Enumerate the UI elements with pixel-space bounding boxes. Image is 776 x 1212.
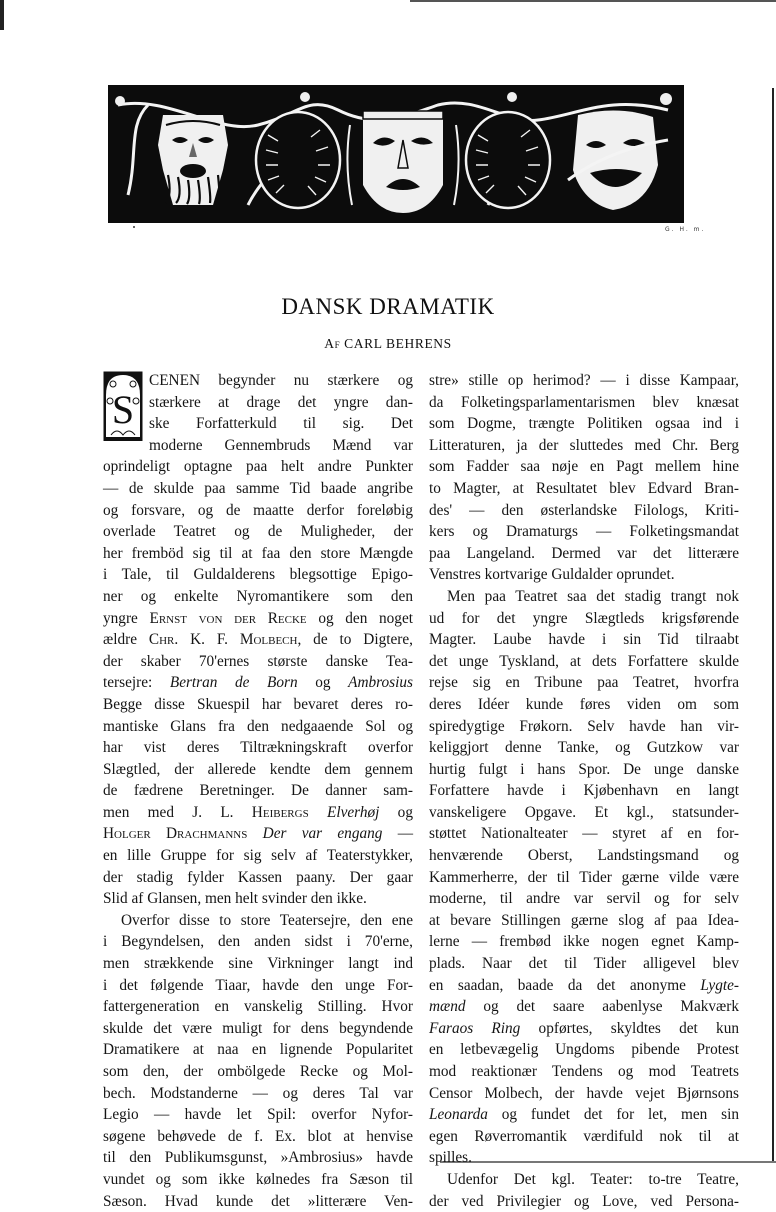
text-line: i Tale, til Guldalderens blegsottige Epigo- [103, 566, 413, 584]
text-line: plads. Naar det til Tider alligevel blev [429, 955, 739, 973]
text-line: oprindeligt optagne paa helt andre Punkter [103, 458, 413, 476]
text-line: paa Langeland. Dermed var det litterære [429, 544, 739, 562]
italic-title: Lygte- [700, 976, 739, 994]
text-run: tersejre: [103, 674, 170, 692]
text-run: — [382, 825, 414, 843]
text-line: bech. Modstanderne — og deres Tal var [103, 1084, 413, 1102]
text-column-right [429, 370, 739, 1212]
text-line: kers og Dramaturgs — Folketingsmandat [429, 523, 739, 541]
drop-cap-letter: S [111, 387, 135, 432]
text-line: og forsvare, og de maatte derfor foreløbig [103, 501, 413, 519]
scan-edge-top [410, 0, 776, 2]
text-line: de fædrene Beretninger. De danner sam- [103, 782, 413, 800]
small-caps-name: Chr. K. F. Molbech [148, 631, 298, 649]
text-line [103, 608, 413, 630]
text-line: spiredygtige Frøkorn. Selv havde han vir- [429, 717, 739, 735]
text-line [103, 672, 413, 694]
printer-mark [133, 226, 135, 228]
italic-title: Faraos Ring [429, 1019, 521, 1037]
text-line: her fremböd sig til at faa den store Mængde [103, 544, 413, 562]
text-line [429, 1104, 739, 1126]
text-line: Begge disse Skuespil har bevaret deres ro- [103, 695, 413, 713]
text-line [103, 629, 413, 651]
text-line: vanskeligere Opgave. Et kgl., statsunder- [429, 803, 739, 821]
text-line: Forfattere havde i Kjøbenhavn en langt [429, 782, 739, 800]
text-run: , de to Digtere, [297, 631, 414, 649]
scan-edge-left [0, 0, 4, 30]
text-line: i Begyndelsen, den anden sidst i 70'erne, [103, 933, 413, 951]
text-line: skulde det være muligt for dens begyndende [103, 1019, 413, 1037]
text-line: des' — den østerlandske Filologs, Kriti- [429, 501, 739, 519]
text-line: der skaber 70'ernes største danske Tea- [103, 652, 413, 670]
text-line: hurtig fulgt i hans Spor. De unge danske [429, 760, 739, 778]
text-line: CENEN begynder nu stærkere og [149, 372, 413, 389]
byline-prefix: Af [324, 336, 341, 351]
text-line: til den Publikumsgunst, »Ambrosius» havde [103, 1149, 413, 1167]
text-line: at bevare Stillingen gærne slog af paa Idea- [429, 911, 739, 929]
text-line: Udenfor Det kgl. Teater: to-tre Teatre, [447, 1170, 739, 1188]
text-run: opførtes, skyldtes det kun [520, 1019, 739, 1037]
text-line: men strækkende sine Virkninger langt ind [103, 955, 413, 973]
italic-title: Bertran de Born [169, 674, 298, 692]
text-line: som Fadder saa nøje en Pagt mellem hine [429, 458, 739, 476]
text-line: Litteraturen, ja der sluttedes med Chr. Berg [429, 436, 739, 454]
text-line: søgene behøvede de f. Ex. blot at henvise [103, 1127, 413, 1145]
text-line: ud for det yngre Slægtleds krigsførende [429, 609, 739, 627]
text-line: i det følgende Tiaar, havde den unge For- [103, 976, 413, 994]
text-run [247, 825, 262, 842]
text-line: stre» stille op herimod? — i disse Kampaar, [429, 372, 739, 389]
text-line: mantiske Glans fra den nedgaaende Sol og [103, 717, 413, 735]
italic-title: Der var engang [262, 825, 383, 843]
text-line: Men paa Teatret saa det stadig trangt nok [447, 587, 739, 605]
text-column-left [103, 370, 413, 1212]
text-line: en lille Gruppe for sig selv af Teaterstykker, [103, 847, 413, 865]
small-caps-name: Ernst von der Recke [149, 609, 307, 627]
byline-author: CARL BEHRENS [344, 336, 452, 351]
italic-title: Elverhøj [326, 803, 380, 821]
text-line: har vist deres Tiltrækningskraft overfor [103, 739, 413, 757]
text-line: Venstres kortvarige Guldalder oprundet. [429, 566, 675, 584]
text-run: og det saare aabenlyse Makværk [465, 998, 739, 1016]
text-line: Magter. Laube havde i sin Tid tilraabt [429, 631, 739, 649]
text-line: — de skulde paa samme Tid baade angribe [103, 479, 413, 497]
text-run: og [297, 674, 349, 692]
text-run [309, 804, 327, 821]
text-line: Slægtled, der allerede kendte dem gennem [103, 760, 413, 778]
text-run: og [379, 803, 413, 821]
italic-title: Leonarda [429, 1106, 488, 1124]
text-line: en letbevægelig Ungdoms pibende Protest [429, 1041, 739, 1059]
text-run: ældre [103, 631, 149, 649]
text-line: fattergeneration en vanskelig Stilling. Hvor [103, 998, 413, 1016]
text-line: ske Forfatterkuld til sig. Det [149, 415, 413, 433]
text-line: deres Idéer kunde føres viden om som [429, 695, 739, 713]
text-line: ner og enkelte Nyromantikere som den [103, 587, 413, 605]
small-caps-name: J. L. Heibergs [192, 803, 309, 821]
text-line: vundet og som ikke kølnedes fra Sæson til [103, 1170, 413, 1188]
artist-signature: G. H. m. [665, 226, 706, 233]
text-line: keliggjort denne Tanke, og Gutzkow var [429, 739, 739, 757]
text-line: der ved Privilegier og Love, ved Persona- [429, 1192, 739, 1210]
text-run: yngre [103, 609, 150, 627]
text-line: egen Røverromantik værdifuld nok til at [429, 1127, 739, 1145]
text-line: Censor Molbech, der havde vejet Bjørnsons [429, 1084, 739, 1102]
text-line: overlade Teatret og de Muligheder, der [103, 523, 413, 541]
text-run: men med [103, 803, 193, 821]
text-run: og den noget [306, 609, 413, 627]
text-line: Legio — havde let Spil: overfor Nyfor- [103, 1106, 413, 1124]
text-run: en saadan, baade da det anonyme [429, 976, 701, 994]
masks-banner-illustration [108, 85, 684, 223]
italic-title: Ambrosius [348, 674, 413, 692]
text-line: Sæson. Hvad kunde det »litterære Ven- [103, 1192, 413, 1210]
text-line: mod reaktionær Tendens og mod Teatrets [429, 1063, 739, 1080]
text-line: rejse sig en Tribune paa Teatret, hvorfra [429, 674, 739, 692]
text-line [429, 996, 739, 1018]
text-line [103, 802, 413, 824]
text-line: to Magter, at Resultatet blev Edvard Bran- [429, 479, 739, 497]
text-line: moderne Gennembruds Mænd var [149, 436, 413, 454]
text-line: spilles. [429, 1149, 472, 1167]
text-line: støttet Nationalteater — styret af en for- [429, 825, 739, 843]
text-line: lerne — frembød ikke nogen egnet Kamp- [429, 933, 739, 951]
text-line: Kammerherre, der til Tider gærne vilde være [429, 868, 739, 886]
text-line [429, 975, 739, 997]
scan-edge-right [772, 88, 774, 1163]
text-line: det unge Tyskland, at dets Forfattere skulde [429, 652, 739, 670]
text-line: Dramatikere at naa en lignende Popularitet [103, 1041, 413, 1059]
italic-title: mænd [429, 998, 466, 1016]
text-line: Overfor disse to store Teatersejre, den ene [121, 911, 413, 929]
text-line [429, 1018, 739, 1040]
small-caps-name: Holger Drachmanns [103, 825, 248, 843]
article-title: DANSK DRAMATIK [281, 294, 495, 319]
text-line [103, 823, 413, 845]
text-run: og fundet det for let, men sin [487, 1106, 739, 1124]
text-line: der stadig fylder Kassen paany. Der gaar [103, 868, 413, 886]
text-line: da Folketingsparlamentarismen blev knæsat [429, 393, 739, 411]
text-line: Slid af Glansen, men helt svinder den ikke. [103, 890, 367, 908]
theatre-masks-icon [108, 85, 684, 223]
text-line: stærkere at drage det yngre dan- [149, 393, 413, 411]
text-line: som Dogme, trængte Politiken ogsaa ind i [429, 415, 739, 433]
article-byline [0, 336, 776, 352]
text-line: som den, der ombölgede Recke og Mol- [103, 1063, 413, 1080]
text-line: moderne, til andre var servil og for selv [429, 890, 739, 908]
text-line: henværende Oberst, Landstingsmand og [429, 847, 739, 865]
